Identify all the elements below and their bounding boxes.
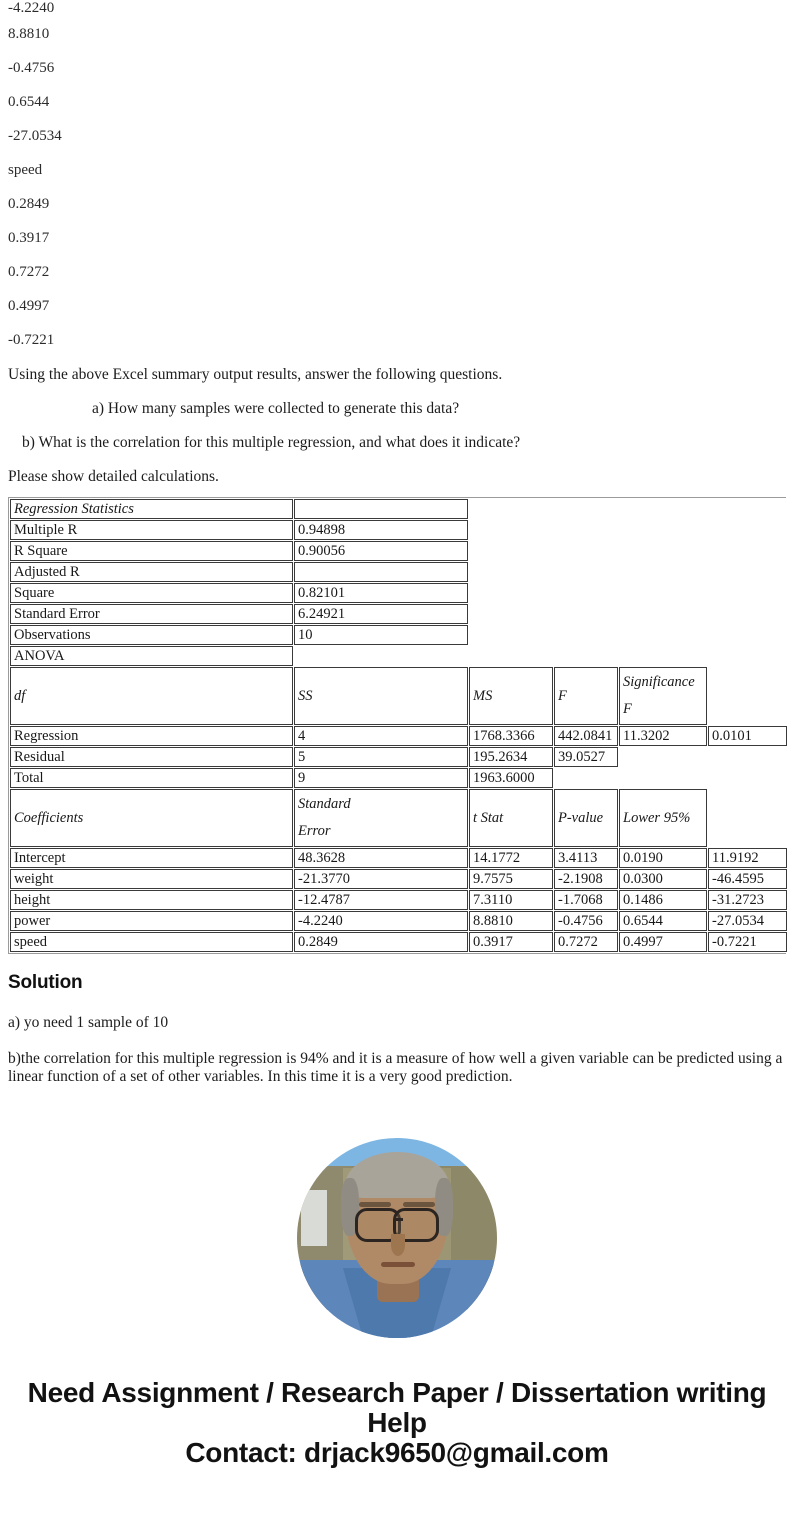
anova-header-f: F: [554, 667, 618, 725]
stat-value: 6.24921: [294, 604, 468, 624]
spacer-cell: [469, 562, 553, 582]
regression-statistics-title-value: [294, 499, 468, 519]
promo-line-1: Need Assignment / Research Paper / Dissertation writing Help: [27, 1377, 767, 1438]
coefficient-name: weight: [10, 869, 293, 889]
anova-significance-f: 0.0101: [708, 726, 787, 746]
coefficient-value: -4.2240: [294, 911, 468, 931]
coefficient-p-value: 0.4997: [619, 932, 707, 952]
spacer-cell: [619, 604, 707, 624]
stray-value: 0.6544: [8, 93, 50, 110]
coefficient-t-stat: 0.7272: [554, 932, 618, 952]
coefficient-lower-95: -27.0534: [708, 911, 787, 931]
table-row: [10, 848, 787, 868]
coefficient-p-value: 0.0190: [619, 848, 707, 868]
anova-header-significance-line1: Significance: [623, 674, 695, 690]
solution-heading: Solution: [8, 972, 83, 993]
stat-label: Observations: [10, 625, 293, 645]
spacer-cell: [554, 520, 618, 540]
table-row: [10, 520, 787, 540]
coefficients-header-standard-error: [294, 789, 468, 847]
stat-value: 0.94898: [294, 520, 468, 540]
table-row: [10, 768, 787, 788]
coefficient-name: speed: [10, 932, 293, 952]
coefficient-lower-95: -31.2723: [708, 890, 787, 910]
coefficient-standard-error: 14.1772: [469, 848, 553, 868]
spacer-cell: [619, 768, 707, 788]
stray-value: -0.4756: [8, 59, 55, 76]
stat-value: [294, 562, 468, 582]
spacer-cell: [554, 541, 618, 561]
anova-header-significance-f: [619, 667, 707, 725]
coefficients-header-lower-95: Lower 95%: [619, 789, 707, 847]
regression-output-table: [9, 498, 788, 953]
spacer-cell: [708, 583, 787, 603]
stray-value: 8.8810: [8, 25, 50, 42]
avatar-eyebrow-right: [403, 1202, 435, 1207]
spacer-cell: [708, 520, 787, 540]
solution-answer-b: b)the correlation for this multiple regression is 94% and it is a measure of how well a given variable can be predicted using a linear function of a set of other variables. In this time it is a very good prediction.: [8, 1050, 783, 1085]
spacer-cell: [469, 625, 553, 645]
coefficient-p-value: 0.1486: [619, 890, 707, 910]
spacer-cell: [619, 562, 707, 582]
stray-value: -27.0534: [8, 127, 62, 144]
stray-value: 0.4997: [8, 297, 50, 314]
avatar-glasses-bridge: [395, 1218, 403, 1221]
spacer-cell: [708, 667, 787, 725]
table-row: [10, 932, 787, 952]
table-row: [10, 541, 787, 561]
coefficient-lower-95: -0.7221: [708, 932, 787, 952]
stat-value: 0.82101: [294, 583, 468, 603]
spacer-cell: [554, 625, 618, 645]
coefficient-value: 0.2849: [294, 932, 468, 952]
table-row: [10, 726, 787, 746]
promo-footer: [0, 1378, 794, 1468]
solution-answer-a: a) yo need 1 sample of 10: [8, 1014, 169, 1031]
question-a: a) How many samples were collected to generate this data?: [92, 399, 460, 417]
avatar: [297, 1138, 497, 1338]
stray-value: 0.2849: [8, 195, 50, 212]
anova-header-ss: SS: [294, 667, 468, 725]
table-row: [10, 583, 787, 603]
regression-statistics-title: Regression Statistics: [10, 499, 293, 519]
spacer-cell: [554, 583, 618, 603]
coefficient-t-stat: 3.4113: [554, 848, 618, 868]
avatar-eyebrow-left: [359, 1202, 391, 1207]
anova-ss: 1768.3366: [469, 726, 553, 746]
spacer-cell: [469, 646, 553, 666]
coefficients-header-t-stat: t Stat: [469, 789, 553, 847]
table-row: [10, 869, 787, 889]
coefficients-header-label: Coefficients: [10, 789, 293, 847]
anova-ss: 195.2634: [469, 747, 553, 767]
anova-df: 9: [294, 768, 468, 788]
table-row: [10, 911, 787, 931]
anova-ss: 1963.6000: [469, 768, 553, 788]
spacer-cell: [619, 583, 707, 603]
spacer-cell: [619, 541, 707, 561]
question-block: [0, 357, 794, 493]
stray-values-list: [0, 0, 794, 357]
spacer-cell: [708, 747, 787, 767]
coefficient-value: -12.4787: [294, 890, 468, 910]
anova-df: 4: [294, 726, 468, 746]
coefficient-lower-95: -46.4595: [708, 869, 787, 889]
anova-source: Residual: [10, 747, 293, 767]
table-row: [10, 646, 787, 666]
spacer-cell: [708, 625, 787, 645]
avatar-row: [0, 1138, 794, 1338]
anova-ms: 442.0841: [554, 726, 618, 746]
avatar-bg-door: [301, 1190, 327, 1246]
coefficient-standard-error: 9.7575: [469, 869, 553, 889]
spacer-cell: [619, 520, 707, 540]
table-row: [10, 747, 787, 767]
spacer-cell: [708, 604, 787, 624]
spacer-cell: [708, 562, 787, 582]
anova-header-significance-line2: F: [623, 701, 632, 717]
anova-source: Total: [10, 768, 293, 788]
spacer-cell: [554, 646, 618, 666]
spacer-cell: [469, 520, 553, 540]
coefficient-standard-error: 7.3110: [469, 890, 553, 910]
anova-header-ms: MS: [469, 667, 553, 725]
coefficient-value: 48.3628: [294, 848, 468, 868]
anova-source: Regression: [10, 726, 293, 746]
table-row: [10, 604, 787, 624]
spacer-cell: [554, 562, 618, 582]
spacer-cell: [619, 747, 707, 767]
stat-label: Adjusted R: [10, 562, 293, 582]
coefficient-standard-error: 0.3917: [469, 932, 553, 952]
avatar-mouth: [381, 1262, 415, 1267]
coefficient-t-stat: -2.1908: [554, 869, 618, 889]
spacer-cell: [554, 499, 618, 519]
stat-value: 0.90056: [294, 541, 468, 561]
spacer-cell: [554, 604, 618, 624]
stray-value: speed: [8, 161, 43, 178]
spacer-cell: [619, 625, 707, 645]
spacer-cell: [469, 583, 553, 603]
coefficient-t-stat: -0.4756: [554, 911, 618, 931]
stat-label: Square: [10, 583, 293, 603]
coefficient-value: -21.3770: [294, 869, 468, 889]
coefficient-p-value: 0.6544: [619, 911, 707, 931]
spacer-cell: [619, 646, 707, 666]
coefficient-t-stat: -1.7068: [554, 890, 618, 910]
anova-title: ANOVA: [10, 646, 293, 666]
stat-label: Multiple R: [10, 520, 293, 540]
coefficient-lower-95: 11.9192: [708, 848, 787, 868]
spacer-cell: [708, 768, 787, 788]
stray-value: -0.7221: [8, 331, 55, 348]
table-row: [10, 890, 787, 910]
standard-error-line1: Standard: [298, 796, 351, 812]
spacer-cell: [294, 646, 468, 666]
promo-line-2: Contact: drjack9650@gmail.com: [185, 1437, 609, 1468]
stat-label: Standard Error: [10, 604, 293, 624]
coefficient-p-value: 0.0300: [619, 869, 707, 889]
question-b: b) What is the correlation for this multiple regression, and what does it indicate?: [22, 433, 521, 451]
anova-df: 5: [294, 747, 468, 767]
anova-f: 11.3202: [619, 726, 707, 746]
standard-error-line2: Error: [298, 823, 331, 839]
spacer-cell: [554, 768, 618, 788]
coefficient-standard-error: 8.8810: [469, 911, 553, 931]
table-row: [10, 625, 787, 645]
spacer-cell: [708, 499, 787, 519]
spacer-cell: [708, 789, 787, 847]
coefficient-name: power: [10, 911, 293, 931]
question-intro: Using the above Excel summary output results, answer the following questions.: [8, 365, 503, 383]
solution-section: [0, 972, 794, 1086]
table-row: [10, 562, 787, 582]
spacer-cell: [469, 541, 553, 561]
avatar-nose: [391, 1234, 405, 1256]
spacer-cell: [469, 499, 553, 519]
spacer-cell: [708, 646, 787, 666]
anova-header-row: [10, 667, 787, 725]
anova-header-df: df: [10, 667, 293, 725]
stray-value: -4.2240: [8, 0, 55, 16]
spacer-cell: [619, 499, 707, 519]
question-note: Please show detailed calculations.: [8, 467, 219, 485]
table-row: [10, 499, 787, 519]
stray-value: 0.7272: [8, 263, 50, 280]
coefficient-name: Intercept: [10, 848, 293, 868]
stray-value: 0.3917: [8, 229, 50, 246]
spacer-cell: [708, 541, 787, 561]
excel-summary-output-table: [8, 497, 786, 954]
coefficients-header-row: [10, 789, 787, 847]
coefficient-name: height: [10, 890, 293, 910]
coefficients-header-p-value: P-value: [554, 789, 618, 847]
stat-label: R Square: [10, 541, 293, 561]
stat-value: 10: [294, 625, 468, 645]
spacer-cell: [469, 604, 553, 624]
anova-ms: 39.0527: [554, 747, 618, 767]
